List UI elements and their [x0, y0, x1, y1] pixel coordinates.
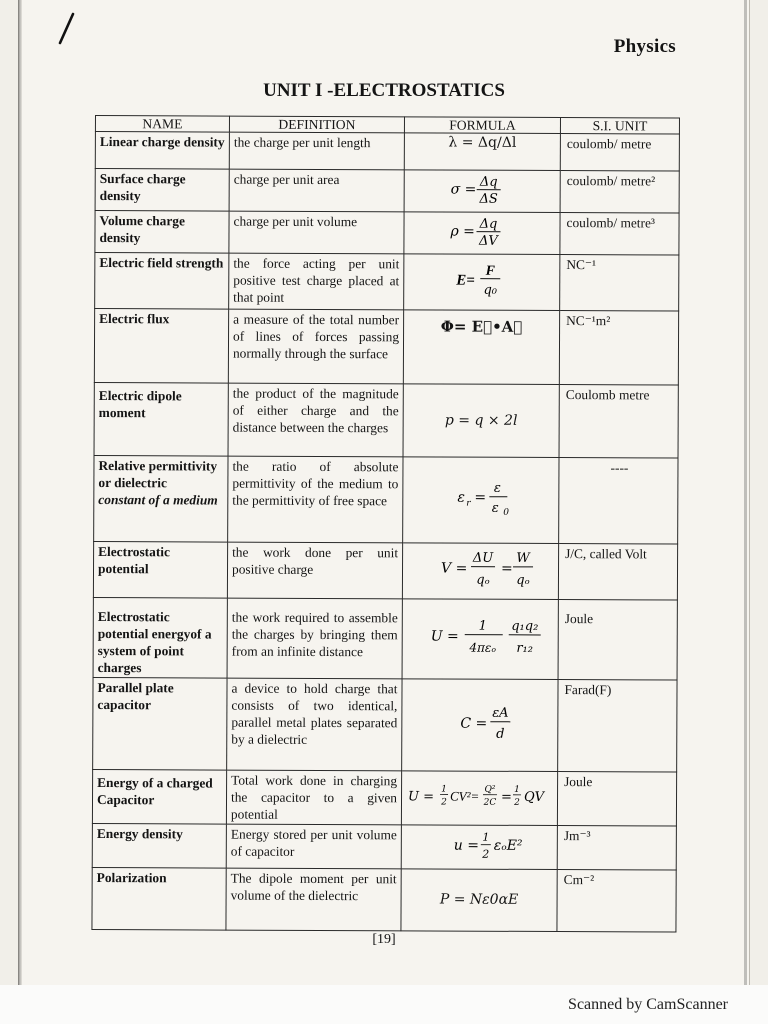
row-definition: the product of the magnitude of either charge and the distance between the charges — [228, 383, 403, 457]
row-formula — [401, 771, 557, 826]
formula-capacitor-energy — [406, 775, 558, 816]
row-definition: a device to hold charge that consists of two identical, parallel metal plates separated by a dielectric — [227, 678, 402, 771]
row-name: Electric flux — [94, 309, 228, 384]
table-row — [95, 169, 679, 214]
svg-text:1: 1 — [478, 618, 487, 634]
row-unit: Coulomb metre — [559, 385, 678, 459]
formula-table — [91, 115, 680, 933]
row-formula — [402, 599, 558, 680]
svg-text:d: d — [495, 726, 504, 742]
row-unit: Jm⁻³ — [557, 826, 676, 871]
row-formula: λ = Δq/Δl — [404, 133, 560, 171]
row-unit: Cm⁻² — [557, 870, 676, 933]
svg-text:=: = — [500, 560, 513, 577]
table-row — [93, 597, 677, 680]
row-name: Electric dipole moment — [94, 382, 228, 456]
svg-text:2: 2 — [481, 847, 489, 861]
table-row — [94, 455, 678, 544]
row-unit: NC⁻¹m² — [559, 311, 678, 386]
table-row — [93, 541, 677, 600]
row-name: Energy density — [92, 823, 226, 868]
svg-text:QV: QV — [523, 789, 545, 805]
row-formula — [404, 212, 560, 255]
row-formula — [401, 825, 557, 870]
formula-energy-density — [409, 826, 549, 863]
pen-stroke-mark — [56, 12, 78, 46]
row-unit: Joule — [558, 600, 677, 681]
row-formula — [404, 170, 560, 213]
row-formula: p = q × 2l — [403, 384, 559, 458]
svg-text:2C: 2C — [483, 797, 497, 808]
svg-text:q₁q₂: q₁q₂ — [511, 618, 539, 634]
formula-surface-charge-density — [412, 171, 552, 206]
row-unit: coulomb/ metre² — [560, 171, 679, 214]
row-definition: Total work done in charging the capacitor to a given potential — [226, 770, 401, 825]
row-definition: the charge per unit length — [229, 132, 404, 170]
formula-electrostatic-potential — [410, 546, 550, 591]
table-row — [94, 382, 678, 458]
svg-text:r: r — [465, 498, 471, 509]
row-definition: the force acting per unit positive test charge placed at that point — [229, 253, 404, 310]
row-name: Polarization — [92, 867, 226, 930]
row-unit: J/C, called Volt — [558, 544, 677, 601]
svg-text:U =: U = — [407, 789, 435, 805]
formula-electric-field — [412, 259, 552, 300]
svg-text:qₒ: qₒ — [515, 572, 530, 588]
row-formula: P = Nε0αE — [401, 869, 557, 932]
row-unit: ---- — [559, 458, 678, 545]
svg-text:ρ =: ρ = — [449, 223, 475, 240]
svg-text:Δq: Δq — [479, 174, 498, 190]
row-definition: charge per unit volume — [229, 211, 404, 254]
row-definition: the work done per unit positive charge — [227, 542, 402, 599]
svg-text:ε: ε — [493, 480, 501, 496]
svg-text:V =: V = — [440, 560, 467, 577]
header-definition: DEFINITION — [229, 116, 404, 133]
row-name — [94, 455, 228, 542]
table-row — [93, 677, 677, 772]
svg-text:qₒ: qₒ — [475, 572, 490, 588]
svg-text:ΔU: ΔU — [472, 550, 493, 566]
row-unit: NC⁻¹ — [560, 255, 679, 312]
scan-shadow-left — [18, 0, 22, 985]
formula-volume-charge-density — [412, 213, 552, 248]
row-formula: Φ= E⃗•A⃗ — [403, 310, 559, 385]
svg-text:E=: E= — [455, 272, 475, 289]
svg-text:2: 2 — [514, 797, 520, 808]
row-name-main: Relative permittivity or dielectric — [98, 458, 218, 491]
svg-text:Q²: Q² — [484, 784, 496, 795]
svg-text:r₁₂: r₁₂ — [516, 640, 534, 656]
row-definition: charge per unit area — [229, 169, 404, 212]
svg-text:C =: C = — [459, 715, 487, 732]
row-formula — [404, 254, 560, 311]
svg-text:ε: ε — [491, 500, 499, 516]
header-name: NAME — [95, 116, 229, 133]
formula-relative-permittivity — [411, 477, 551, 518]
row-definition: the ratio of absolute permittivity of the medium to the permittivity of free space — [228, 456, 403, 543]
formula-capacitance — [410, 701, 550, 744]
svg-text:4πεₒ: 4πεₒ — [469, 640, 497, 655]
table-row — [95, 132, 679, 172]
table-row — [95, 253, 679, 312]
row-definition: a measure of the total number of lines of forces passing normally through the surface — [228, 309, 403, 384]
svg-text:1: 1 — [441, 784, 447, 795]
svg-text:U =: U = — [430, 628, 459, 645]
svg-text:Δq: Δq — [479, 216, 497, 232]
header-formula: FORMULA — [404, 117, 560, 134]
svg-text:εA: εA — [491, 705, 509, 721]
row-name: Electric field strength — [95, 253, 229, 310]
row-name: Parallel plate capacitor — [93, 677, 227, 770]
svg-text:q₀: q₀ — [482, 282, 497, 298]
subject-header: Physics — [613, 36, 676, 57]
row-unit: coulomb/ metre³ — [560, 213, 679, 256]
row-name: Linear charge density — [95, 132, 229, 170]
row-definition: The dipole moment per unit volume of the dielectric — [226, 868, 401, 931]
formula-potential-energy — [407, 613, 557, 660]
table-row — [92, 867, 676, 932]
svg-text:=: = — [473, 489, 486, 506]
page-number: [19] — [372, 932, 396, 947]
svg-text:=: = — [500, 789, 512, 805]
header-si-unit: S.I. UNIT — [560, 118, 679, 135]
row-name: Electrostatic potential energyof a system of point charges — [93, 597, 227, 678]
svg-text:W: W — [515, 550, 530, 566]
svg-text:u =: u = — [453, 837, 479, 854]
row-formula — [403, 457, 559, 544]
svg-text:1: 1 — [514, 784, 520, 795]
svg-text:σ =: σ = — [450, 181, 476, 198]
row-unit: Joule — [557, 772, 676, 827]
row-name-italic: constant of a medium — [98, 492, 218, 508]
svg-text:0: 0 — [502, 507, 509, 518]
row-unit: coulomb/ metre — [560, 134, 679, 172]
svg-text:1: 1 — [481, 830, 489, 844]
row-name: Electrostatic potential — [93, 541, 227, 598]
table-row — [95, 211, 679, 256]
row-formula — [402, 543, 558, 600]
row-name: Energy of a charged Capacitor — [92, 769, 226, 824]
svg-text:ΔV: ΔV — [478, 233, 498, 248]
row-name: Volume charge density — [95, 211, 229, 254]
svg-text:ε: ε — [456, 489, 465, 506]
unit-title: UNIT I -ELECTROSTATICS — [263, 80, 505, 101]
svg-text:F: F — [485, 263, 495, 279]
row-unit: Farad(F) — [558, 680, 677, 773]
formula-table-wrapper — [91, 115, 679, 933]
camscanner-watermark: Scanned by CamScanner — [568, 996, 728, 1013]
svg-text:ΔS: ΔS — [478, 191, 498, 206]
scan-shadow-right — [744, 0, 747, 985]
row-definition: the work required to assemble the charges by bringing them from an infinite distance — [227, 598, 402, 679]
svg-text:2: 2 — [441, 797, 447, 808]
table-row — [92, 769, 676, 826]
row-formula — [402, 679, 558, 772]
row-name: Surface charge density — [95, 169, 229, 212]
table-row — [94, 309, 678, 386]
table-row — [92, 823, 676, 870]
svg-text:εₒE²: εₒE² — [493, 837, 523, 854]
svg-text:CV²=: CV²= — [449, 788, 480, 804]
row-definition: Energy stored per unit volume of capacitor — [226, 824, 401, 869]
